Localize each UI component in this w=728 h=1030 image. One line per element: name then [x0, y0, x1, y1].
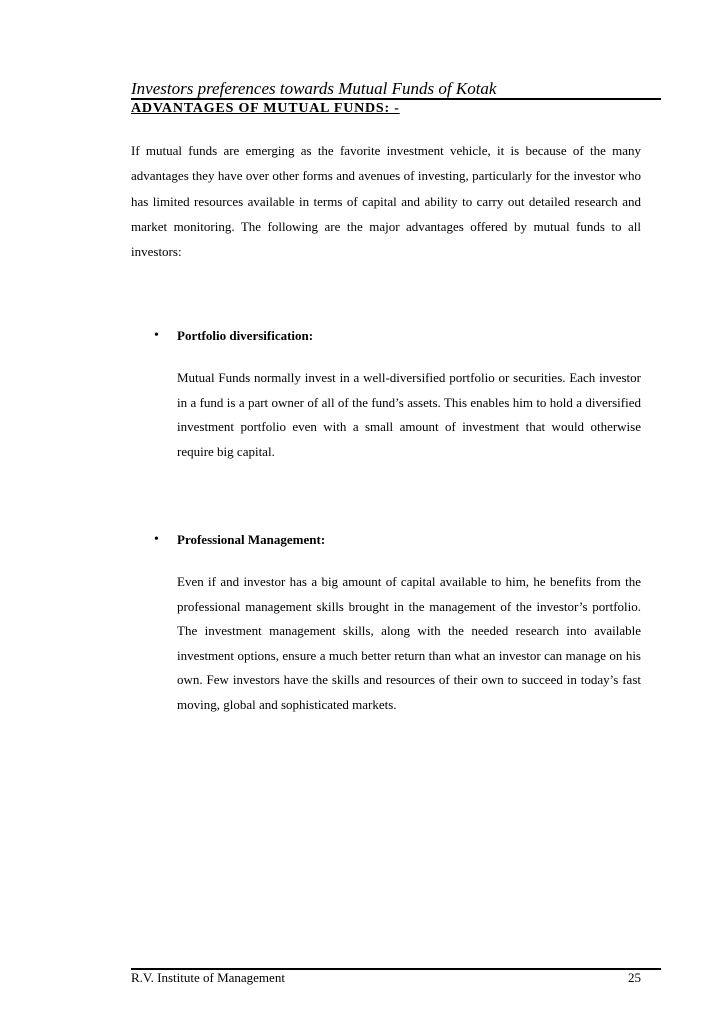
- advantage-item-professional-management: [131, 530, 641, 712]
- advantage-title: Portfolio diversification:: [177, 328, 314, 343]
- intro-paragraph: If mutual funds are emerging as the favorite investment vehicle, it is because of the many advantages they have over other forms and avenues of investing, particularly for the investor who has limited resources available in terms of capital and ability to carry out detailed research and market monitoring. The following are the major advantages offered by mutual funds to all investors:: [131, 143, 641, 260]
- bullet-point: •: [154, 532, 159, 547]
- page-number: 25: [628, 970, 641, 985]
- advantage-heading: [131, 326, 641, 346]
- advantage-body: Mutual Funds normally invest in a well-diversified portfolio or securities. Each investor in a fund is a part owner of all of the fund’s assets. This enables him to hold a diversified investment portfolio even with a small amount of investment that would otherwise require big capital.: [177, 370, 641, 459]
- document-header-title: Investors preferences towards Mutual Funds of Kotak: [131, 79, 497, 98]
- section-heading: ADVANTAGES OF MUTUAL FUNDS: -: [131, 101, 400, 116]
- advantage-title: Professional Management:: [177, 532, 326, 547]
- bullet-point: •: [154, 328, 159, 343]
- footer-institute: R.V. Institute of Management: [131, 970, 285, 985]
- advantage-heading: [131, 530, 641, 550]
- advantage-item-portfolio-diversification: [131, 326, 641, 459]
- advantage-body: Even if and investor has a big amount of capital available to him, he benefits from the professional management skills brought in the management of the investor’s portfolio. The investment management skills, along with the needed research into available investment options, ensure a much better return than what an investor can manage on his own. Few investors have the skills and resources of their own to succeed in today’s fast moving, global and sophisticated markets.: [177, 574, 641, 712]
